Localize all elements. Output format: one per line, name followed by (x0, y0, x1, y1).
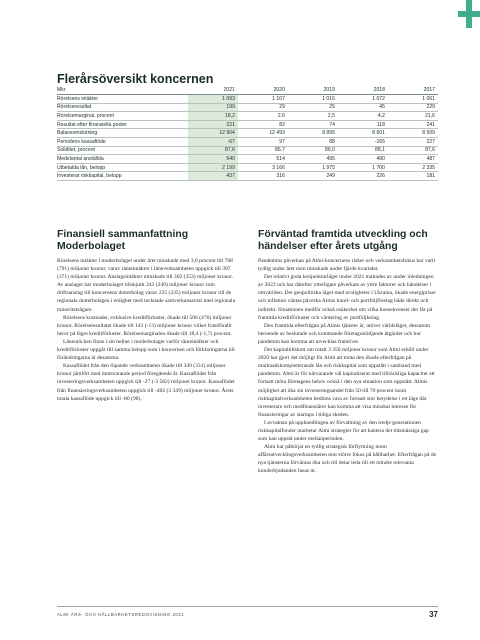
table-cell: 12 904 (188, 129, 238, 138)
table-cell: 1 700 (338, 163, 388, 172)
table-cell: 229 (388, 103, 438, 112)
row-label: Investerat riskkapital, belopp (57, 172, 188, 181)
table-row (57, 112, 438, 121)
table-cell: -67 (188, 137, 238, 146)
table-cell: 18,2 (188, 112, 238, 121)
paragraph: Rörelsens kostnader, exklusive kreditförluster, ökade till 506 (476) miljoner kronor. Rörelseresultatet ökade till 141 (-13) miljoner kronor vilket framförallt beror på lägre kreditförluster. Rörelsemarginalen ökade till 18,4 (-1,7) procent. (57, 314, 232, 337)
table-cell: 8 895 (288, 129, 338, 138)
row-label: Soliditet, procent (57, 146, 188, 155)
table-cell: 249 (288, 172, 338, 181)
table-cell: 226 (338, 172, 388, 181)
table-cell: 12 493 (238, 129, 288, 138)
table-cell: 88 (288, 137, 338, 146)
table-cell: 2 199 (188, 163, 238, 172)
table-row (57, 146, 438, 155)
table-cell: 82 (238, 120, 288, 129)
table-cell: 316 (238, 172, 288, 181)
table-row (57, 155, 438, 164)
plus-icon (458, 0, 480, 36)
paragraph: Kassaflödet från den löpande verksamheten ökade till 349 (331) miljoner kronor jämfört med motsvarande period föregående år. Kassaflödet från investeringsverksamheten uppgick till -27 (-3 582) miljoner kronor. Kassaflödet från finansieringsverksamheten uppgick till -402 (3 349) miljoner kronor. Årets totala kassaflöde uppgick till -80 (98). (57, 363, 235, 402)
paragraph: I avvaktan på upphandlingen av förvaltning av den tredje generationen riskkapitalfonder utarbetar Almi strategier för att hantera det tidsmässiga gap som kan uppstå under mellanperioden. (258, 419, 429, 443)
row-label: Rörelsens intäkter (57, 95, 188, 104)
table-cell: 29 (238, 103, 288, 112)
parent-company-summary (57, 229, 237, 403)
table-cell: 88,1 (338, 146, 388, 155)
multi-year-table (57, 86, 438, 181)
paragraph: Almi har påbörjat en tydlig strategisk förflyttning inom affärsutvecklingsverksamheten mot större fokus på hållbarhet. Efterfrågan på de nya tjänsterna förväntas öka och till delar leda till ett mindre relevanta kunderbjudanden fasas ut. (258, 444, 437, 475)
paragraph: Den framtida efterfrågan på Almis tjänster är, utöver världsläget, dessutom beroende av beslutade och kommande företagsstödjande åtgärder och hur pandemin kan komma att utvecklas framöver. (258, 322, 430, 345)
table-cell: 199 (188, 103, 238, 112)
table-cell: 2,5 (288, 112, 338, 121)
table-cell: 241 (388, 120, 438, 129)
column-header: 2021 (188, 86, 238, 95)
column-header: 2020 (238, 86, 288, 95)
paragraph: Pandemins påverkan på Almi-koncernens risker och verksamhetsfokus har varit tydlig under året men minskade under fjärde kvartalet. (258, 258, 436, 273)
table-cell: 8 509 (388, 129, 438, 138)
table-cell: 8 601 (338, 129, 388, 138)
footer-text: ALMI ÅRS- OCH HÅLLBARHETSREDOVISNING 2021 (57, 612, 185, 617)
table-cell: 97 (238, 137, 288, 146)
row-label: Medelantal anställda (57, 155, 188, 164)
row-label: Resultat efter finansiella poster (57, 120, 188, 129)
paragraph: Det relativt goda konjunkturläget under 2021 mattades av under inledningen av 2022 och har därefter ytterligare påverkats av yttre faktorer och händelser i omvärlden. Det geopolitiska läget med oroligheter i Ukraina, ökade energipriser och inflation väntas påverka Almis kund- och portföljföretag både direkt och indirekt. Situationen medför också osäkerhet om vilka konsekvenser det får på framtida kreditförluster och värdering av portföljbolag. (258, 274, 436, 321)
paragraph: Rörelsens intäkter i moderbolaget under året minskade med 3,0 procent till 768 (791) miljoner kronor, varav ränteintäkter i låneverksamheten uppgick till 397 (371) miljoner kronor. Anslagsintäkter minskade till 302 (353) miljoner kronor. Av anslaget har moderbolaget tillskjutit 243 (249) miljoner kronor som driftsanslag till koncernens dotterbolag varav 225 (235) miljoner kronor till de regionala dotterbolagen i enlighet med tecknade samverkansavtal med regionala minoritetsägare. (57, 258, 236, 313)
future-outlook-section (258, 229, 438, 476)
page-number: 37 (429, 610, 438, 619)
table-cell: -165 (338, 137, 388, 146)
section-heading: Finansiell sammanfattning Moderbolaget (57, 229, 189, 252)
row-label: Periodens kassaflöde (57, 137, 188, 146)
row-label: Utbetalda lån, belopp (57, 163, 188, 172)
table-row (57, 172, 438, 181)
row-label: Rörelsemarginal, procent (57, 112, 188, 121)
table-cell: 86,7 (238, 146, 288, 155)
table-header-row (57, 86, 438, 95)
column-header: 2019 (288, 86, 338, 95)
paragraph: Det kapitaltillskott om totalt 3 350 miljoner kronor som Almi erhöll under 2020 har gjort det möjligt för Almi att möta den ökade efterfrågan på marknadskompletterande lån och riskkapital som uppstått i samband med pandemin. Almi är för närvarande väl kapitaliserat med tillräckliga kapacitet att fortsatt möta företagens behov också i den nya situation som uppstått. Almis möjlighet att öka sin investeringsandel från 50 till 70 procent inom riskkapitalverksamheten bedöms vara av fortsatt stor betydelse i ett läge där investerare och medfinansiärer kan komma att visa minskat intresse för finansieringar av startups i tidiga skeden. (258, 347, 435, 418)
table-cell: 4,2 (338, 112, 388, 121)
table-cell: 86,0 (288, 146, 338, 155)
row-label: Rörelseresultat (57, 103, 188, 112)
paragraph: Låneutöcken finns i sin helhet i moderbolaget varför ränteintäkter och kreditförluster uppgår till samma belopp som i koncernen och förklaringarna till förändringarna är desamma. (57, 338, 235, 362)
table-cell: 1 107 (238, 95, 288, 104)
table-cell: 21,6 (388, 112, 438, 121)
table-cell: 1 016 (288, 95, 338, 104)
table-row (57, 137, 438, 146)
table-cell: 74 (288, 120, 338, 129)
table-cell: 540 (188, 155, 238, 164)
table-cell: 227 (388, 137, 438, 146)
table-row (57, 103, 438, 112)
table-cell: 87,6 (388, 146, 438, 155)
page-title: Flerårsöversikt koncernen (57, 72, 214, 86)
column-header: 2018 (338, 86, 388, 95)
table-cell: 25 (288, 103, 338, 112)
table-cell: 1 072 (338, 95, 388, 104)
table-cell: 1 093 (188, 95, 238, 104)
table-cell: 1 061 (388, 95, 438, 104)
table-row (57, 163, 438, 172)
table-cell: 3 166 (238, 163, 288, 172)
table-cell: 437 (188, 172, 238, 181)
table-cell: 490 (338, 155, 388, 164)
table-row (57, 95, 438, 104)
table-cell: 1 975 (288, 163, 338, 172)
table-cell: 221 (188, 120, 238, 129)
table-cell: 2 335 (388, 163, 438, 172)
table-cell: 495 (288, 155, 338, 164)
table-cell: 2,6 (238, 112, 288, 121)
table-cell: 181 (388, 172, 438, 181)
footer-divider (57, 606, 438, 607)
row-label: Balansomslutning (57, 129, 188, 138)
table-cell: 45 (338, 103, 388, 112)
column-header: 2017 (388, 86, 438, 95)
table-row (57, 120, 438, 129)
column-header: Mkr (57, 86, 188, 95)
section-heading: Förväntad framtida utveckling och händelser efter årets utgång (258, 229, 428, 252)
table-cell: 118 (338, 120, 388, 129)
table-row (57, 129, 438, 138)
table-cell: 87,6 (188, 146, 238, 155)
table-cell: 487 (388, 155, 438, 164)
table-cell: 514 (238, 155, 288, 164)
